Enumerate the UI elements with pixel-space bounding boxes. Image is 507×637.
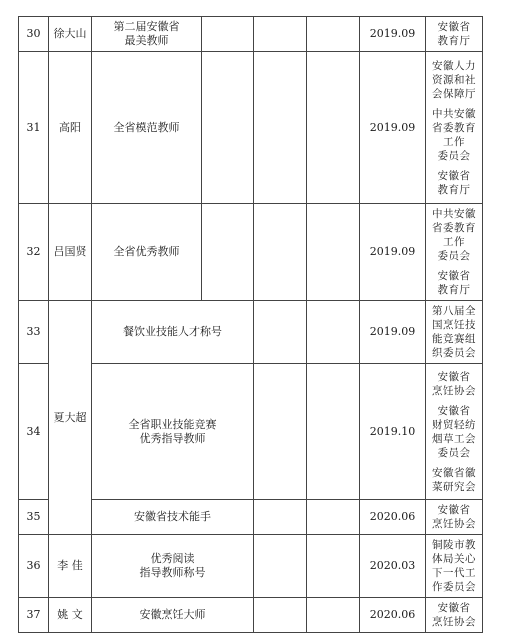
issuing-org <box>426 204 483 301</box>
empty-cell <box>307 535 360 598</box>
award-title: 安徽省技术能手 <box>92 500 254 535</box>
row-number: 34 <box>19 364 49 500</box>
awards-table <box>18 16 483 633</box>
person-name: 姚 文 <box>49 598 92 633</box>
award-date: 2020.06 <box>360 598 426 633</box>
row-number: 37 <box>19 598 49 633</box>
empty-cell <box>307 500 360 535</box>
issuing-org <box>426 598 483 633</box>
table-row <box>19 204 483 301</box>
org-entry: 安徽省 烹饪协会 <box>432 504 476 530</box>
empty-cell <box>254 598 307 633</box>
table-row <box>19 52 483 204</box>
empty-cell <box>202 204 254 301</box>
empty-cell <box>202 52 254 204</box>
award-date: 2019.09 <box>360 52 426 204</box>
issuing-org <box>426 500 483 535</box>
person-name: 李 佳 <box>49 535 92 598</box>
empty-cell <box>307 364 360 500</box>
issuing-org <box>426 535 483 598</box>
empty-cell <box>254 535 307 598</box>
award-title: 全省优秀教师 <box>92 204 202 301</box>
empty-cell <box>307 204 360 301</box>
award-title: 安徽烹饪大师 <box>92 598 254 633</box>
empty-cell <box>254 500 307 535</box>
empty-cell <box>307 598 360 633</box>
org-entry: 铜陵市教 体局关心 下一代工 作委员会 <box>432 539 476 593</box>
person-name: 夏大超 <box>49 301 92 535</box>
empty-cell <box>254 364 307 500</box>
row-number: 31 <box>19 52 49 204</box>
issuing-org <box>426 364 483 500</box>
empty-cell <box>307 301 360 364</box>
award-date: 2019.09 <box>360 17 426 52</box>
empty-cell <box>202 17 254 52</box>
org-entry: 安徽人力 资源和社 会保障厅 <box>432 59 476 100</box>
empty-cell <box>254 17 307 52</box>
award-date: 2020.06 <box>360 500 426 535</box>
issuing-org <box>426 17 483 52</box>
row-number: 35 <box>19 500 49 535</box>
org-entry: 安徽省 教育厅 <box>437 21 471 47</box>
row-number: 30 <box>19 17 49 52</box>
person-name: 高阳 <box>49 52 92 204</box>
empty-cell <box>254 204 307 301</box>
empty-cell <box>307 17 360 52</box>
table-row <box>19 301 483 364</box>
award-title: 优秀阅读 指导教师称号 <box>92 535 254 598</box>
person-name: 徐大山 <box>49 17 92 52</box>
award-date: 2019.09 <box>360 204 426 301</box>
table-row <box>19 598 483 633</box>
person-name: 吕国贤 <box>49 204 92 301</box>
org-entry: 安徽省 教育厅 <box>437 270 471 296</box>
row-number: 33 <box>19 301 49 364</box>
award-date: 2019.09 <box>360 301 426 364</box>
award-title: 餐饮业技能人才称号 <box>92 301 254 364</box>
issuing-org <box>426 52 483 204</box>
empty-cell <box>254 52 307 204</box>
award-title: 第二届安徽省 最美教师 <box>92 17 202 52</box>
row-number: 36 <box>19 535 49 598</box>
org-entry: 中共安徽 省委教育 工作 委员会 <box>432 208 476 262</box>
org-entry: 安徽省 烹饪协会 <box>432 602 476 628</box>
award-title: 全省模范教师 <box>92 52 202 204</box>
award-date: 2020.03 <box>360 535 426 598</box>
empty-cell <box>307 52 360 204</box>
award-title: 全省职业技能竞赛 优秀指导教师 <box>92 364 254 500</box>
org-entry: 安徽省 教育厅 <box>437 169 471 196</box>
row-number: 32 <box>19 204 49 301</box>
issuing-org <box>426 301 483 364</box>
org-entry: 安徽省 烹饪协会 <box>432 370 476 397</box>
org-entry: 安徽省徽 菜研究会 <box>432 466 476 493</box>
table-row <box>19 535 483 598</box>
empty-cell <box>254 301 307 364</box>
org-entry: 安徽省 财贸轻纺 烟草工会 委员会 <box>432 404 476 459</box>
table-row <box>19 17 483 52</box>
org-entry: 第八届全 国烹饪技 能竞赛组 织委员会 <box>432 305 476 359</box>
table-body <box>19 17 483 633</box>
org-entry: 中共安徽 省委教育 工作 委员会 <box>432 107 476 162</box>
award-date: 2019.10 <box>360 364 426 500</box>
